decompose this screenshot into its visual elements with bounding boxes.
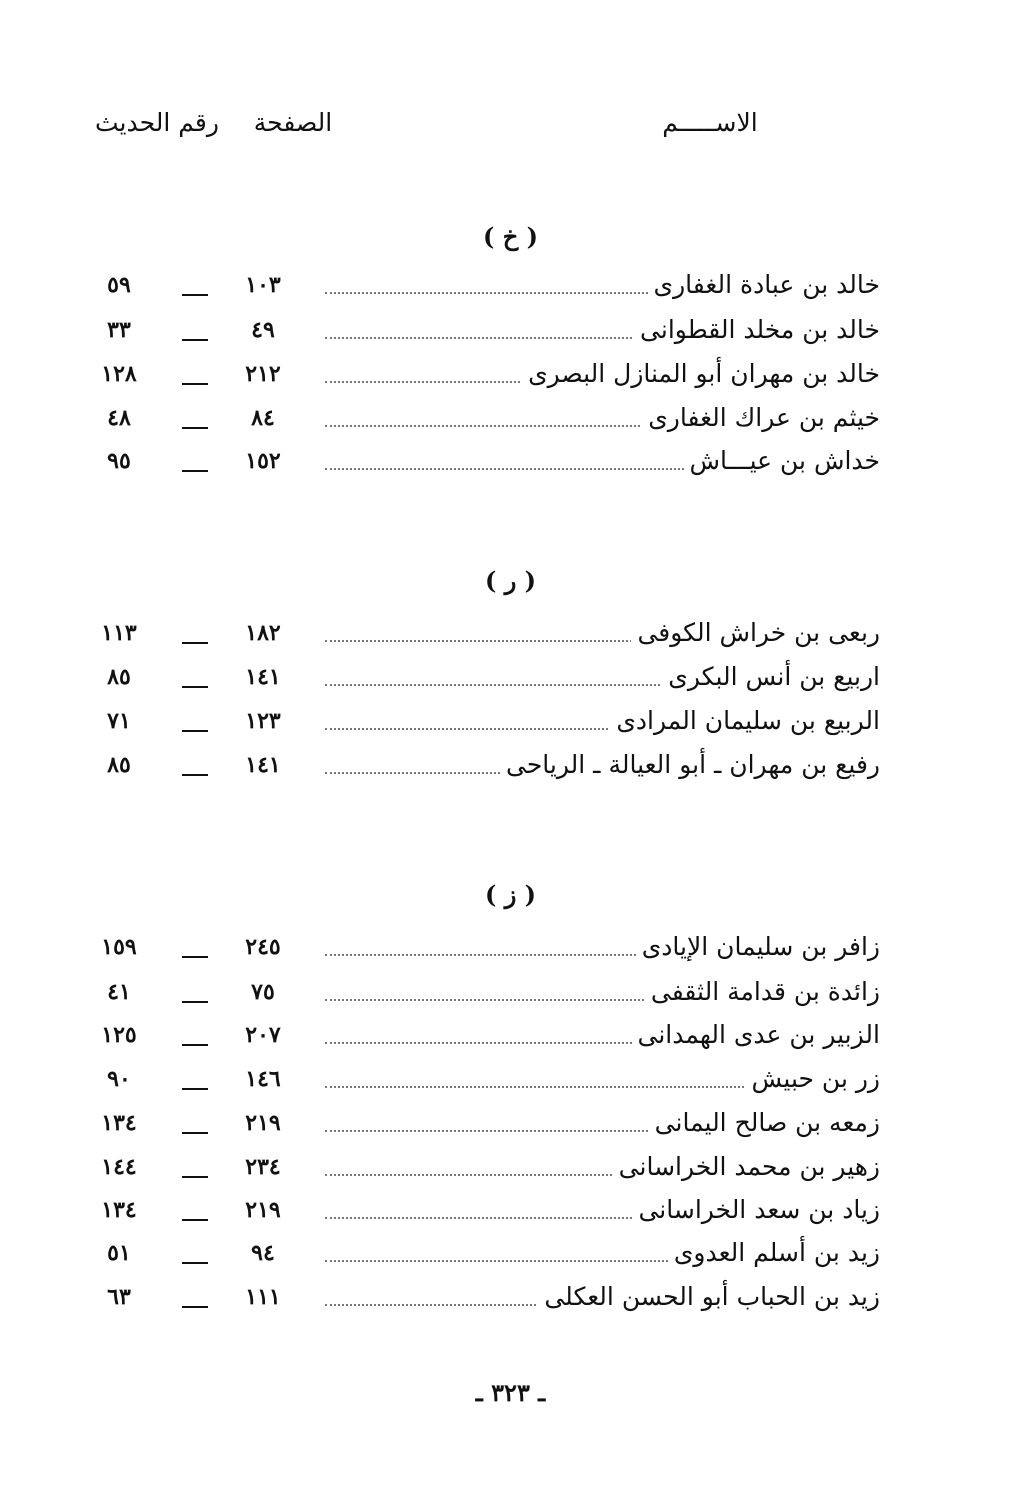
index-entry — [90, 975, 880, 1013]
separator-dash — [182, 642, 208, 644]
page-ref: ٢١٩ — [245, 1197, 281, 1223]
narrator-name: زهير بن محمد الخراسانى — [613, 1152, 880, 1181]
index-entry — [90, 1062, 880, 1100]
section-title: ( خ ) — [483, 222, 538, 251]
column-header-name: الاســـــم — [662, 108, 758, 137]
separator-dash — [182, 294, 208, 296]
index-entry — [90, 444, 880, 482]
section-title: ( ز ) — [484, 880, 537, 909]
page-ref: ٢٤٥ — [245, 934, 281, 960]
narrator-name: زياد بن سعد الخراسانى — [632, 1195, 880, 1224]
index-entry — [90, 1018, 880, 1056]
page-number: ـ ٣٢٣ ـ — [475, 1378, 546, 1407]
separator-dash — [182, 1088, 208, 1090]
page-ref: ٧٥ — [251, 979, 275, 1005]
page-ref: ١١١ — [245, 1284, 281, 1310]
page-ref: ٩٤ — [251, 1240, 275, 1266]
page-ref: ٢٣٤ — [245, 1154, 281, 1180]
hadith-number: ٤١ — [107, 979, 131, 1005]
hadith-number: ٩٥ — [107, 448, 131, 474]
narrator-name: خيثم بن عراك الغفارى — [642, 403, 880, 432]
hadith-number: ٩٠ — [107, 1066, 131, 1092]
index-entry — [90, 1150, 880, 1188]
narrator-name: رفيع بن مهران ـ أبو العيالة ـ الرياحى — [500, 750, 880, 779]
separator-dash — [182, 1132, 208, 1134]
hadith-number: ٧١ — [107, 708, 131, 734]
hadith-number: ٨٥ — [107, 664, 131, 690]
hadith-number: ١١٣ — [101, 620, 137, 646]
separator-dash — [182, 470, 208, 472]
hadith-number: ٤٨ — [107, 405, 131, 431]
index-entry — [90, 313, 880, 351]
page-ref: ١٤١ — [245, 664, 281, 690]
index-entry — [90, 268, 880, 306]
index-entry — [90, 748, 880, 786]
page-ref: ١٢٣ — [245, 708, 281, 734]
narrator-name: خالد بن مهران أبو المنازل البصرى — [522, 359, 880, 388]
narrator-name: زيد بن الحباب أبو الحسن العكلى — [538, 1282, 880, 1311]
narrator-name: خالد بن مخلد القطوانى — [634, 315, 880, 344]
narrator-name: الزبير بن عدى الهمدانى — [632, 1020, 881, 1049]
separator-dash — [182, 1262, 208, 1264]
hadith-number: ١٢٨ — [101, 361, 137, 387]
hadith-number: ١٥٩ — [101, 934, 137, 960]
page-ref: ١٠٣ — [245, 272, 281, 298]
hadith-number: ٥١ — [107, 1240, 131, 1266]
hadith-number: ٦٣ — [107, 1284, 131, 1310]
hadith-number: ١٣٤ — [101, 1110, 137, 1136]
index-entry — [90, 357, 880, 395]
separator-dash — [182, 339, 208, 341]
separator-dash — [182, 1044, 208, 1046]
index-entry — [90, 930, 880, 968]
hadith-number: ٥٩ — [107, 272, 131, 298]
index-entry — [90, 616, 880, 654]
hadith-number: ٨٥ — [107, 752, 131, 778]
page-ref: ٢٠٧ — [245, 1022, 281, 1048]
narrator-name: خالد بن عبادة الغفارى — [648, 270, 880, 299]
narrator-name: الربيع بن سليمان المرادى — [610, 706, 880, 735]
narrator-name: زمعه بن صالح اليمانى — [649, 1108, 880, 1137]
separator-dash — [182, 956, 208, 958]
index-entry — [90, 1106, 880, 1144]
index-entry — [90, 1236, 880, 1274]
narrator-name: زافر بن سليمان الإيادى — [636, 932, 880, 961]
separator-dash — [182, 686, 208, 688]
separator-dash — [182, 1001, 208, 1003]
narrator-name: خداش بن عيـــاش — [684, 446, 881, 475]
index-entry — [90, 660, 880, 698]
column-header-page: الصفحة — [253, 108, 333, 137]
narrator-name: زائدة بن قدامة الثقفى — [645, 977, 880, 1006]
column-header-hadith-number: رقم الحديث — [95, 108, 219, 137]
page-ref: ١٤٦ — [245, 1066, 281, 1092]
section-title: ( ر ) — [484, 566, 537, 595]
page-ref: ٨٤ — [251, 405, 275, 431]
narrator-name: زيد بن أسلم العدوى — [668, 1238, 880, 1267]
index-entry — [90, 704, 880, 742]
page-ref: ١٥٢ — [245, 448, 281, 474]
narrator-name: زر بن حبيش — [746, 1064, 880, 1093]
separator-dash — [182, 1306, 208, 1308]
page-ref: ١٨٢ — [245, 620, 281, 646]
index-entry — [90, 1193, 880, 1231]
hadith-number: ١٤٤ — [101, 1154, 137, 1180]
narrator-name: اربيع بن أنس البكرى — [662, 662, 880, 691]
separator-dash — [182, 1176, 208, 1178]
page-ref: ١٤١ — [245, 752, 281, 778]
index-entry — [90, 401, 880, 439]
index-entry — [90, 1280, 880, 1318]
hadith-number: ١٣٤ — [101, 1197, 137, 1223]
hadith-number: ١٢٥ — [101, 1022, 137, 1048]
separator-dash — [182, 730, 208, 732]
page-ref: ٢١٢ — [245, 361, 281, 387]
separator-dash — [182, 427, 208, 429]
separator-dash — [182, 383, 208, 385]
page-ref: ٤٩ — [251, 317, 275, 343]
narrator-name: ربعى بن خراش الكوفى — [631, 618, 880, 647]
hadith-number: ٣٣ — [107, 317, 131, 343]
separator-dash — [182, 1219, 208, 1221]
separator-dash — [182, 774, 208, 776]
page-ref: ٢١٩ — [245, 1110, 281, 1136]
